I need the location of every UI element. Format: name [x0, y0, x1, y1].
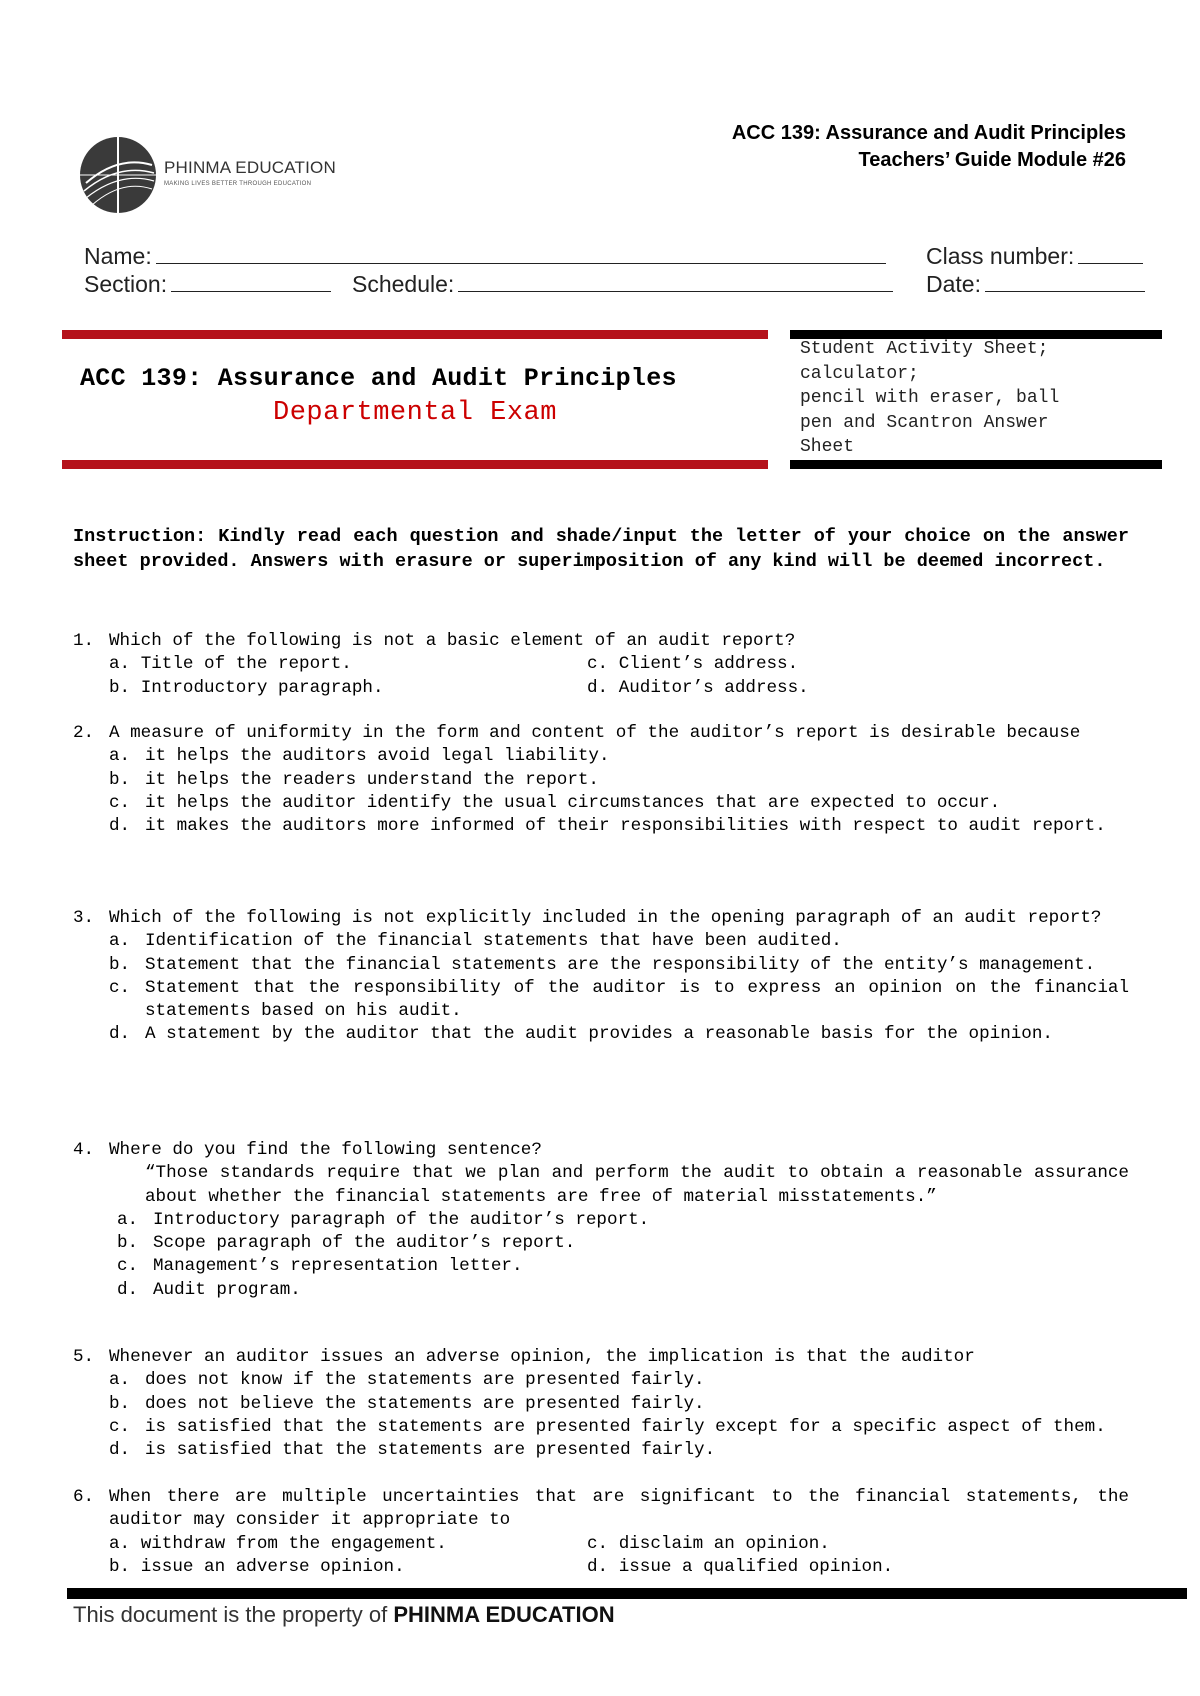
date-field[interactable] [926, 271, 1145, 298]
question-number: 3. [73, 908, 95, 928]
option-a: a. Identification of the financial statements that have been audited. [109, 931, 842, 952]
schedule-field[interactable] [352, 271, 893, 298]
option-b: b. Statement that the financial statements are the responsibility of the entity’s management. [109, 954, 1096, 975]
logo-name: PHINMA EDUCATION [164, 158, 336, 177]
materials-list: Student Activity Sheet; calculator; pencil with eraser, ball pen and Scantron Answer Sheet [800, 339, 1060, 457]
option-b: b. does not believe the statements are presented fairly. [109, 1393, 705, 1414]
option-d: d. is satisfied that the statements are presented fairly. [109, 1440, 716, 1461]
question-text: Whenever an auditor issues an adverse opinion, the implication is that the auditor [109, 1347, 975, 1367]
logo-tagline: MAKING LIVES BETTER THROUGH EDUCATION [164, 181, 312, 187]
option-d: d. Auditor’s address. [587, 677, 809, 698]
title-band-bottom-red-rule [62, 460, 768, 469]
section-field[interactable] [84, 271, 331, 298]
quoted-sentence: “Those standards require that we plan and perform the audit to obtain a reasonable assurance about whether the financial statements are free of material misstatements.” [145, 1163, 1129, 1207]
option-a: a. Introductory paragraph of the auditor’s report. [117, 1209, 650, 1230]
instruction: Instruction: Kindly read each question and shade/input the letter of your choice on the answer sheet provided. Answers with erasure or superimposition of any kind will be deemed incorrect. [73, 526, 1129, 572]
option-a: a. it helps the auditors avoid legal liability. [109, 746, 610, 767]
question-number: 1. [73, 631, 95, 651]
question-number: 5. [73, 1347, 95, 1367]
class-number-field[interactable] [926, 243, 1143, 270]
option-c: c. Management’s representation letter. [117, 1256, 523, 1277]
date-label: Date: [926, 271, 981, 297]
question-2 [73, 722, 1129, 838]
question-text: A measure of uniformity in the form and content of the auditor’s report is desirable because [109, 723, 1081, 743]
option-b: b. it helps the readers understand the report. [109, 769, 599, 790]
title-band-top-red-rule [62, 330, 768, 339]
question-text: Which of the following is not explicitly included in the opening paragraph of an audit report? [109, 908, 1102, 928]
question-3 [73, 907, 1129, 1047]
option-c: c. disclaim an opinion. [587, 1533, 830, 1554]
question-text: When there are multiple uncertainties that are significant to the financial statements, the auditor may consider it appropriate to [109, 1487, 1129, 1531]
section-label: Section: [84, 271, 168, 297]
option-a: a. withdraw from the engagement. [109, 1533, 447, 1554]
option-d: d. Audit program. [117, 1279, 301, 1300]
option-b: b. Scope paragraph of the auditor’s report. [117, 1233, 576, 1254]
option-d: d. A statement by the auditor that the audit provides a reasonable basis for the opinion. [109, 1024, 1053, 1045]
header-module-title: Teachers’ Guide Module #26 [858, 149, 1126, 171]
question-number: 2. [73, 723, 95, 743]
question-4 [73, 1139, 1129, 1302]
question-text: Where do you find the following sentence? [109, 1140, 542, 1160]
materials-bottom-black-rule [790, 460, 1162, 469]
footer-notice: This document is the property of PHINMA EDUCATION [73, 1602, 615, 1627]
option-a: a. does not know if the statements are presented fairly. [109, 1370, 705, 1391]
question-number: 6. [73, 1487, 95, 1507]
question-text: Which of the following is not a basic element of an audit report? [109, 631, 796, 651]
exam-title: Departmental Exam [273, 398, 557, 428]
question-1 [73, 630, 1129, 700]
option-d: d. issue a qualified opinion. [587, 1556, 894, 1577]
footer-owner: PHINMA EDUCATION [393, 1602, 615, 1627]
option-c: c. it helps the auditor identify the usual circumstances that are expected to occur. [109, 792, 1001, 813]
option-b: b. Introductory paragraph. [109, 677, 384, 698]
footer-rule [67, 1588, 1187, 1599]
option-d: d. it makes the auditors more informed of their responsibilities with respect to audit report. [109, 816, 1106, 837]
schedule-label: Schedule: [352, 271, 455, 297]
option-c: c. is satisfied that the statements are presented fairly except for a specific aspect of them. [109, 1416, 1106, 1437]
option-c: c. Client’s address. [587, 654, 799, 675]
question-number: 4. [73, 1140, 95, 1160]
question-6 [73, 1486, 1129, 1579]
option-b: b. issue an adverse opinion. [109, 1556, 405, 1577]
class-number-label: Class number: [926, 243, 1075, 269]
name-field[interactable] [84, 243, 886, 270]
question-5 [73, 1346, 1129, 1462]
header-course-title: ACC 139: Assurance and Audit Principles [731, 122, 1126, 144]
option-a: a. Title of the report. [109, 654, 352, 675]
exam-course-title: ACC 139: Assurance and Audit Principles [80, 364, 677, 393]
name-label: Name: [84, 243, 152, 269]
option-c: c. Statement that the responsibility of the auditor is to express an opinion on the financial statements based on his audit. [109, 977, 1129, 1022]
